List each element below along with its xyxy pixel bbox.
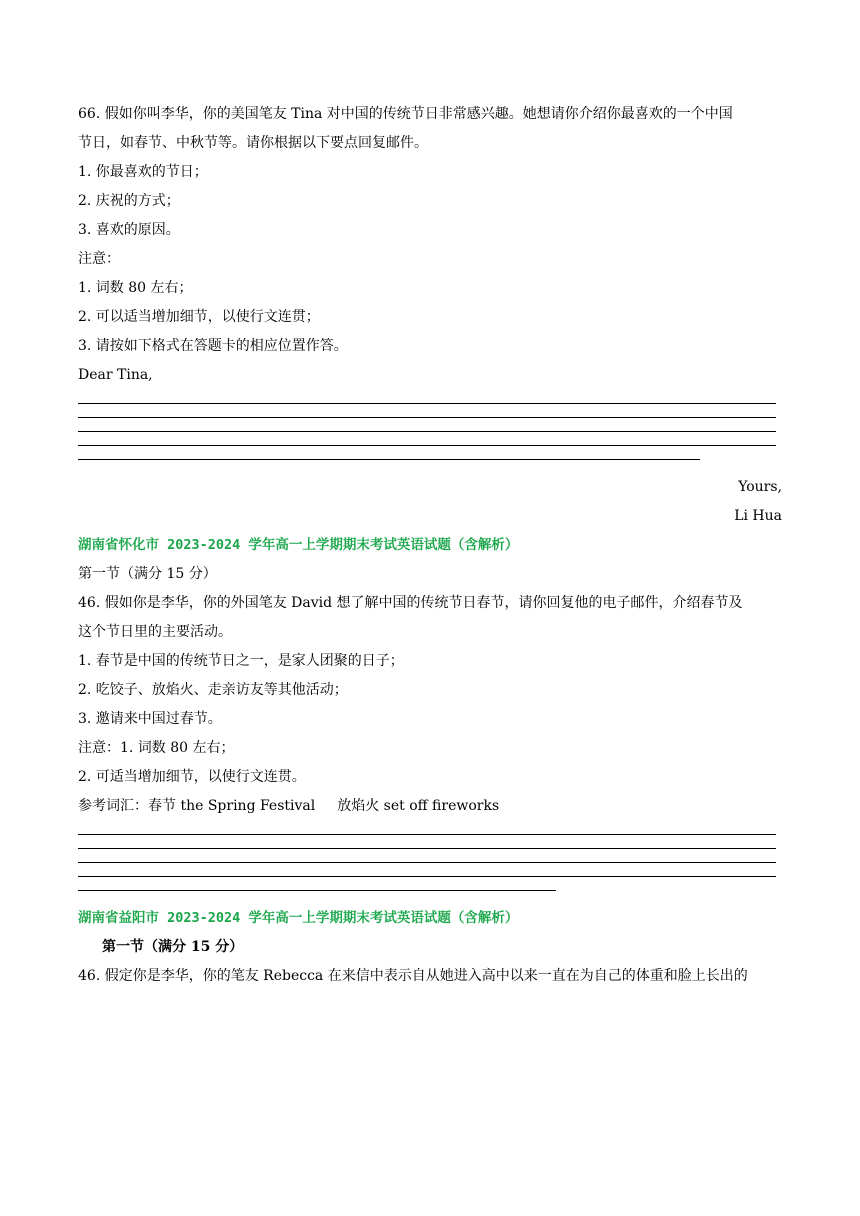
huaihua-point-2: 2. 吃饺子、放焰火、走亲访友等其他活动； [78,682,348,698]
answer-blank-line [78,848,776,849]
huaihua-note-1: 注意：1. 词数 80 左右； [78,740,235,756]
huaihua-prompt-line1: 46. 假如你是李华，你的外国笔友 David 想了解中国的传统节日春节，请你回复他的电子邮件，介绍春节及 [78,595,743,611]
q66-note-3: 3. 请按如下格式在答题卡的相应位置作答。 [78,338,348,354]
document-page [78,100,782,991]
huaihua-note-2: 2. 可适当增加细节，以使行文连贯。 [78,769,306,785]
q66-prompt-line2: 节日，如春节、中秋节等。请你根据以下要点回复邮件。 [78,135,428,151]
answer-blank-line [78,445,776,446]
q66-point-3: 3. 喜欢的原因。 [78,222,180,238]
answer-blank-line [78,862,776,863]
huaihua-point-1: 1. 春节是中国的传统节日之一，是家人团聚的日子； [78,653,404,669]
q66-point-2: 2. 庆祝的方式； [78,193,180,209]
huaihua-part-label: 第一节（满分 15 分） [78,566,217,582]
answer-blank-line [78,431,776,432]
yiyang-part-label: 第一节（满分 15 分） [102,939,244,955]
answer-blank-line [78,459,700,460]
answer-blank-line [78,403,776,404]
q66-closing: Yours, [738,479,782,495]
answer-blank-line [78,834,776,835]
huaihua-prompt-line2: 这个节日里的主要活动。 [78,624,232,640]
q66-note-2: 2. 可以适当增加细节，以使行文连贯； [78,309,320,325]
huaihua-point-3: 3. 邀请来中国过春节。 [78,711,222,727]
vocab-item-fireworks: 放焰火 set off fireworks [337,798,500,814]
q66-note-1: 1. 词数 80 左右； [78,280,193,296]
section-heading-huaihua: 湖南省怀化市 2023-2024 学年高一上学期期末考试英语试题（含解析） [78,537,519,553]
answer-blank-line [78,417,776,418]
q66-point-1: 1. 你最喜欢的节日； [78,164,208,180]
q66-signature: Li Hua [734,508,782,524]
answer-blank-line [78,876,776,877]
section-heading-yiyang: 湖南省益阳市 2023-2024 学年高一上学期期末考试英语试题（含解析） [78,910,519,926]
answer-blank-line [78,890,556,891]
q66-prompt-line1: 66. 假如你叫李华，你的美国笔友 Tina 对中国的传统节日非常感兴趣。她想请你介绍你最喜欢的一个中国 [78,106,733,122]
yiyang-prompt-line1: 46. 假定你是李华，你的笔友 Rebecca 在来信中表示自从她进入高中以来一直在为自己的体重和脸上长出的 [78,968,748,984]
q66-note-label: 注意： [78,251,120,267]
vocab-item-spring-festival: 参考词汇：春节 the Spring Festival [78,798,316,814]
huaihua-vocab [78,792,782,821]
q66-salutation: Dear Tina, [78,367,153,383]
